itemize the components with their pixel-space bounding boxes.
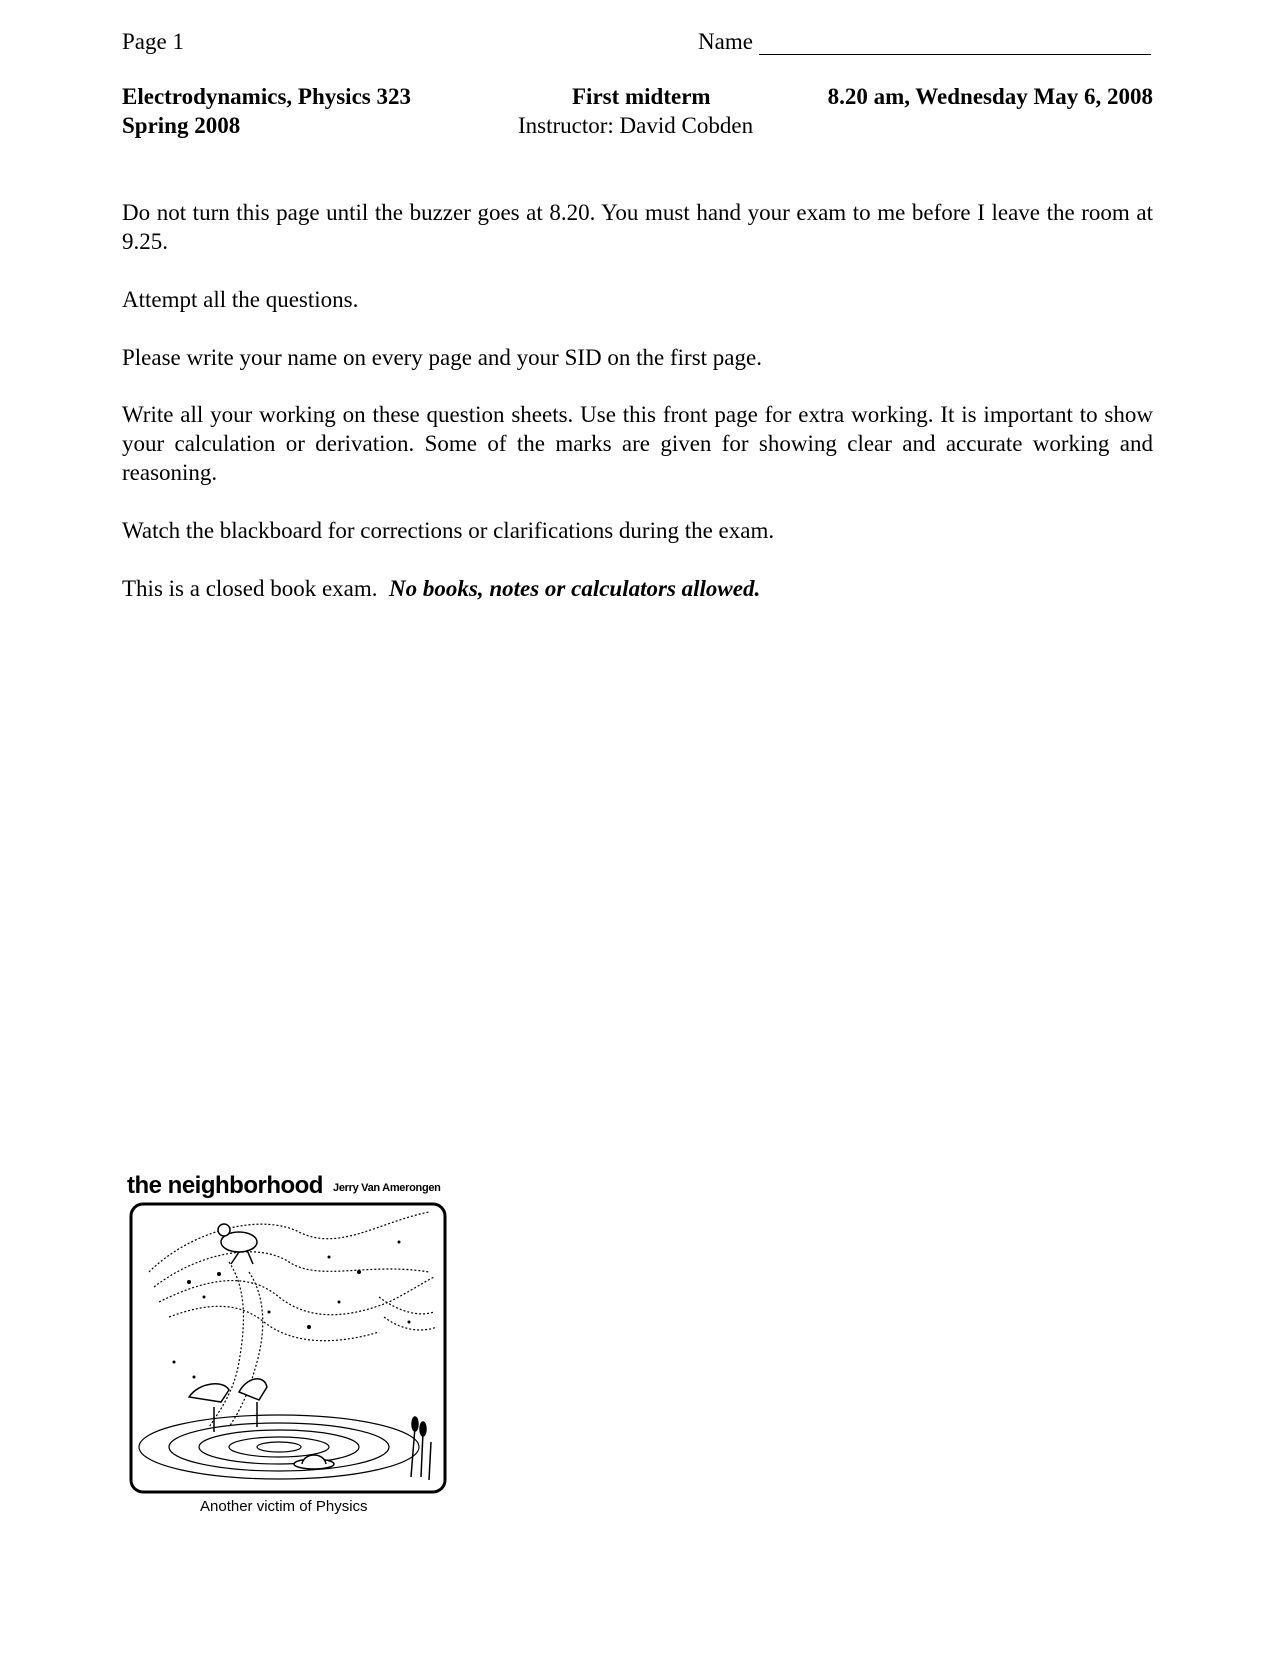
name-label: Name [698, 29, 753, 54]
instruction-closed-book [122, 574, 1153, 603]
instruction-name-sid: Please write your name on every page and your SID on the first page. [122, 345, 762, 370]
comic-caption: Another victim of Physics [200, 1498, 368, 1515]
instructor: Instructor: David Cobden [518, 113, 754, 138]
name-blank-line [759, 30, 1151, 55]
instruction-attempt: Attempt all the questions. [122, 287, 359, 312]
page-number: Page 1 [122, 29, 184, 54]
instruction-blackboard: Watch the blackboard for corrections or clarifications during the exam. [122, 518, 775, 543]
exam-datetime: 8.20 am, Wednesday May 6, 2008 [827, 84, 1153, 109]
name-field [698, 29, 1151, 55]
semester: Spring 2008 [122, 113, 241, 138]
no-books-emphasis: No books, notes or calculators allowed. [389, 576, 761, 601]
instruction-working: Write all your working on these question sheets. Use this front page for extra working. It is important to show your calculation or derivation. Some of the marks are given for showing clear and accurate working and reasoning. [122, 402, 1153, 485]
comic-title: the neighborhood [127, 1172, 323, 1199]
exam-title: First midterm [572, 84, 711, 109]
comic-author: Jerry Van Amerongen [333, 1182, 441, 1194]
instruction-timing: Do not turn this page until the buzzer goes at 8.20. You must hand your exam to me before I leave the room at 9.25. [122, 200, 1153, 254]
closed-book-text: This is a closed book exam. [122, 576, 390, 601]
course-title: Electrodynamics, Physics 323 [122, 84, 411, 109]
comic-illustration [129, 1202, 447, 1494]
